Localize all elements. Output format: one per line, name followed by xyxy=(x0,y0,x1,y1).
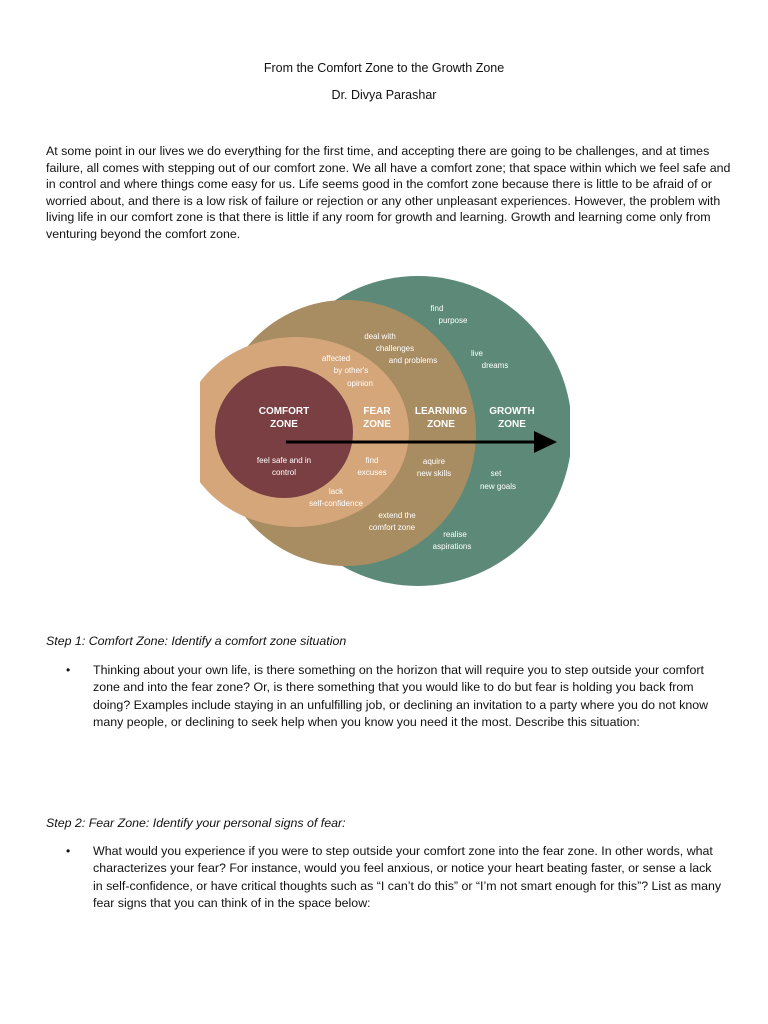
note-set-goals: set xyxy=(490,469,502,478)
note-extend-2: comfort zone xyxy=(368,523,416,532)
note-realise-2: aspirations xyxy=(432,542,472,551)
note-set-goals-2: new goals xyxy=(479,482,517,491)
note-lack: lack xyxy=(328,487,344,496)
note-find-purpose-2: purpose xyxy=(438,316,468,325)
note-extend: extend the xyxy=(378,511,416,520)
note-deal-with-3: and problems xyxy=(388,356,438,365)
intro-paragraph: At some point in our lives we do everything for the first time, and accepting there are going to be challenges, and at times failure, all comes with stepping out of our comfort zone. We all have a comfort zone; that space within which we feel safe and in control and where things come easy for us. Life seems good in the comfort zone because there is little to be afraid of or worried about, and there is a low risk of failure or rejection or any other unpleasant experiences. However, the problem with living life in our comfort zone is that there is little if any room for growth and learning. Growth and learning come only from venturing beyond the comfort zone. xyxy=(46,144,731,241)
step1-heading: Step 1: Comfort Zone: Identify a comfort zone situation xyxy=(46,634,347,648)
document-title: From the Comfort Zone to the Growth Zone xyxy=(263,61,505,75)
note-affected-3: opinion xyxy=(347,379,373,388)
comfort-zone-diagram xyxy=(200,270,570,600)
step2-bullet-marker: • xyxy=(66,844,71,858)
note-find-excuses-2: excuses xyxy=(357,468,387,477)
note-realise: realise xyxy=(443,530,467,539)
note-find-excuses: find xyxy=(365,456,379,465)
comfort-zone-circle xyxy=(215,366,353,498)
growth-zone-label: GROWTH xyxy=(489,406,535,417)
note-feel-safe-2: control xyxy=(271,468,297,477)
note-live-dreams-2: dreams xyxy=(481,361,509,370)
note-acquire: aquire xyxy=(422,457,446,466)
comfort-zone-label: COMFORT xyxy=(258,406,310,417)
note-affected: affected xyxy=(321,354,351,363)
note-lack-2: self-confidence xyxy=(309,499,363,508)
step1-bullet-text: Thinking about your own life, is there something on the horizon that will require you to step outside your comfort zone and into the fear zone? Or, is there something that you would like to do but fear is holding you back from doing? Examples include staying in an unfulfilling job, or declining an invitation to a party where you do not know many people, or declining to seek help when you know you need it the most. Describe this situation: xyxy=(93,663,709,729)
note-deal-with: deal with xyxy=(364,332,396,341)
note-deal-with-2: challenges xyxy=(375,344,415,353)
fear-zone-label: FEAR xyxy=(363,406,391,417)
fear-zone-label-2: ZONE xyxy=(363,419,391,430)
step1-bullet-marker: • xyxy=(66,663,71,677)
learning-zone-label: LEARNING xyxy=(414,406,468,417)
step2-heading: Step 2: Fear Zone: Identify your personal signs of fear: xyxy=(46,816,346,830)
note-acquire-2: new skills xyxy=(416,469,452,478)
note-feel-safe: feel safe and in xyxy=(256,456,312,465)
growth-zone-label-2: ZONE xyxy=(498,419,526,430)
note-find-purpose: find xyxy=(430,304,444,313)
document-author: Dr. Divya Parashar xyxy=(331,88,437,102)
note-affected-2: by other's xyxy=(333,366,369,375)
note-live-dreams: live xyxy=(470,349,484,358)
comfort-zone-label-2: ZONE xyxy=(270,419,298,430)
learning-zone-label-2: ZONE xyxy=(427,419,455,430)
step2-bullet-text: What would you experience if you were to step outside your comfort zone into the fear zone. In other words, what characterizes your fear? For instance, would you feel anxious, or notice your heart beating faster, or sense a lack in self-confidence, or have critical thoughts such as “I can’t do this” or “I’m not smart enough for this”? List as many fear signs that you can think of in the space below: xyxy=(93,844,722,910)
